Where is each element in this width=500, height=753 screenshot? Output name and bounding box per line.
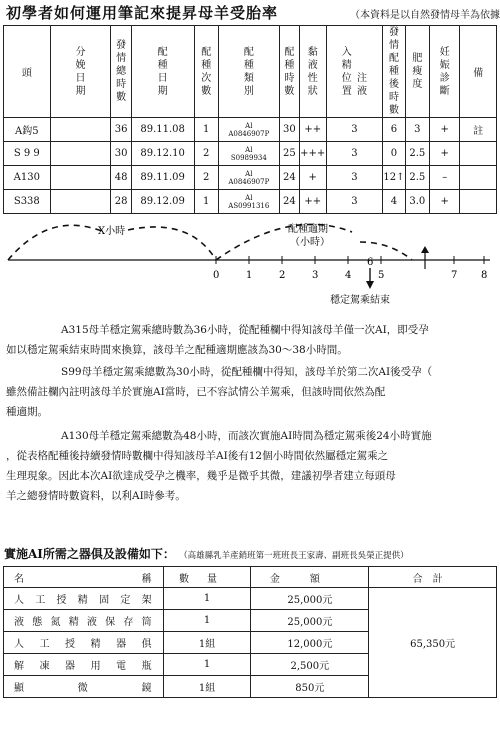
cell-id: S338 [4, 190, 51, 214]
cell-name: 人工授精器俱 [4, 632, 164, 654]
paragraph-line: 雖然備註欄內註明該母羊於實施AI當時，已不容試情公羊駕乘，但該時間依然為配 [6, 386, 386, 398]
equipment-table [3, 566, 497, 698]
cell-preg: + [430, 190, 460, 214]
cell-preg: + [430, 118, 460, 142]
cell-name: 解凍器用電瓶 [4, 654, 164, 676]
cell-type: Al AS0991316 [218, 190, 279, 214]
cell-qty: 1組 [163, 676, 251, 698]
up-arrow-head [421, 246, 429, 253]
header-cell: 發情配種後時數 [383, 26, 405, 118]
cell-qty: 1 [163, 588, 251, 610]
header-cell: 發情總時數 [111, 26, 131, 118]
paragraph-line: ，從表格配種後持續發情時數欄中得知該母羊AI後有12個小時間依然屬穩定駕乘之 [6, 450, 389, 462]
cell-mucus: ++ [300, 118, 327, 142]
tick-label: 7 [451, 270, 458, 281]
cell-after: 12↑ [383, 166, 405, 190]
cell-preg: + [430, 142, 460, 166]
section-title-text: 實施AI所需之器俱及設備如下： [4, 547, 175, 561]
cell-amount: 25,000元 [251, 588, 369, 610]
paragraph-line: S99母羊穩定駕乘總數為30小時，從配種欄中得知，該母羊於第二次AI後受孕（ [61, 366, 433, 378]
paragraph-line: 如以穩定駕乘結束時間來換算，該母羊之配種適期應該為30～38小時間。 [6, 344, 348, 356]
cell-hours: 30 [111, 142, 131, 166]
cell-interval [50, 142, 111, 166]
header-cell: 妊娠診斷 [430, 26, 460, 118]
header-cell: 肥瘦度 [405, 26, 429, 118]
cell-remark: 註 [460, 118, 497, 142]
cell-pos: 3 [326, 190, 383, 214]
cell-mhours: 25 [279, 142, 299, 166]
cell-interval [50, 118, 111, 142]
tick-label: 1 [246, 270, 253, 281]
cell-mucus: +++ [300, 142, 327, 166]
cell-type: Al A0846907P [218, 118, 279, 142]
period-sub-label: （小時） [290, 237, 330, 248]
end-label: 穩定駕乘結束 [330, 295, 390, 306]
cell-amount: 25,000元 [251, 610, 369, 632]
cell-mucus: + [300, 166, 327, 190]
cell-pos: 3 [326, 118, 383, 142]
cell-body: 2.5 [405, 142, 429, 166]
cell-type: Al A0846907P [218, 166, 279, 190]
paragraph-s99 [6, 362, 496, 422]
cell-date: 89.12.09 [131, 190, 194, 214]
cell-body: 3 [405, 118, 429, 142]
cell-date: 89.11.09 [131, 166, 194, 190]
estrus-timeline-diagram [0, 212, 500, 312]
source-note: （本資料是以自然發情母羊為依據 [350, 10, 500, 21]
cell-name: 人工授精固定架 [4, 588, 164, 610]
paragraph-line: 羊之總發情時數資料，以利AI時參考。 [6, 490, 186, 502]
cell-after: 4 [383, 190, 405, 214]
paragraph-a130 [6, 426, 496, 506]
header-cell: 配種類別 [218, 26, 279, 118]
cell-date: 89.12.10 [131, 142, 194, 166]
header-name: 名稱 [4, 567, 164, 588]
tick-labels [213, 270, 487, 281]
cell-after: 6 [383, 118, 405, 142]
header-cell: 頭 [4, 26, 51, 118]
cell-mucus: ++ [300, 190, 327, 214]
table-row [4, 142, 497, 166]
cell-name: 液態氮精液保存筒 [4, 610, 164, 632]
cell-amount: 12,000元 [251, 632, 369, 654]
cell-mhours: 24 [279, 190, 299, 214]
arc-2 [128, 227, 216, 260]
table-row [4, 118, 497, 142]
section-credit: （高雄縣乳羊產銷班第一班班長王家壽、副班長吳榮正提供） [179, 551, 409, 561]
table-header [4, 567, 497, 588]
table-row [4, 588, 497, 610]
cell-qty: 1組 [163, 632, 251, 654]
cell-type: Al S0989934 [218, 142, 279, 166]
tick-label: 0 [213, 270, 220, 281]
cell-date: 89.11.08 [131, 118, 194, 142]
cell-remark [460, 142, 497, 166]
cell-amount: 2,500元 [251, 654, 369, 676]
tick-label: 5 [378, 270, 385, 281]
cell-id: A130 [4, 166, 51, 190]
paragraph-line: 生理現象。因此本次AI欲達成受孕之機率，幾乎是微乎其微，建議初學者建立每頭母 [6, 470, 396, 482]
cell-pos: 3 [326, 166, 383, 190]
cell-times: 2 [194, 142, 218, 166]
header-amount: 金額 [251, 567, 369, 588]
cell-id: S 9 9 [4, 142, 51, 166]
header-cell: 配種日期 [131, 26, 194, 118]
cell-qty: 1 [163, 654, 251, 676]
cell-body: 3.0 [405, 190, 429, 214]
table-row [4, 166, 497, 190]
cell-remark [460, 190, 497, 214]
down-arrow-head [366, 281, 374, 289]
header-cell: 分娩日期 [50, 26, 111, 118]
cell-name: 顯微鏡 [4, 676, 164, 698]
header-cell: 配種次數 [194, 26, 218, 118]
cell-mhours: 30 [279, 118, 299, 142]
cell-times: 2 [194, 166, 218, 190]
cell-times: 1 [194, 118, 218, 142]
cell-amount: 850元 [251, 676, 369, 698]
title-row [6, 2, 500, 22]
header-cell: 黏液性狀 [300, 26, 327, 118]
paragraph-line: A130母羊穩定駕乘總數為48小時，而該次實施AI時間為穩定駕乘後24小時實施 [61, 430, 432, 442]
table-row [4, 190, 497, 214]
cell-body: 2.5 [405, 166, 429, 190]
cell-after: 0 [383, 142, 405, 166]
header-total: 合計 [369, 567, 497, 588]
paragraph-line: 種適期。 [6, 406, 48, 418]
equipment-section-title [4, 545, 409, 562]
header-cell: 入精位置 注液 [326, 26, 383, 118]
cell-hours: 28 [111, 190, 131, 214]
cell-preg: – [430, 166, 460, 190]
cell-total: 65,350元 [369, 588, 497, 698]
arc-3 [216, 224, 352, 260]
tick-label: 2 [279, 270, 286, 281]
cell-mhours: 24 [279, 166, 299, 190]
cell-hours: 36 [111, 118, 131, 142]
cell-id: A鈎5 [4, 118, 51, 142]
header-cell: 備 [460, 26, 497, 118]
header-cell: 配種時數 [279, 26, 299, 118]
paragraph-line: A315母羊穩定駕乘總時數為36小時，從配種欄中得知該母羊僅一次AI，即受孕 [61, 324, 429, 336]
tick-label: 8 [481, 270, 488, 281]
cell-remark [460, 166, 497, 190]
cell-interval [50, 166, 111, 190]
page-title: 初學者如何運用筆記來提昇母羊受胎率 [6, 4, 279, 22]
x-hours-label: X小時 [98, 226, 126, 237]
table-header [4, 26, 497, 118]
cell-qty: 1 [163, 610, 251, 632]
breeding-record-table [3, 25, 497, 214]
arc-1 [8, 225, 104, 260]
end-marker-number: 6 [367, 257, 374, 268]
paragraph-a315 [6, 320, 496, 360]
cell-hours: 48 [111, 166, 131, 190]
cell-times: 1 [194, 190, 218, 214]
period-label: 配種適期 [288, 224, 328, 235]
tick-label: 4 [345, 270, 352, 281]
tick-label: 3 [312, 270, 319, 281]
cell-pos: 3 [326, 142, 383, 166]
cell-interval [50, 190, 111, 214]
header-qty: 數量 [163, 567, 251, 588]
